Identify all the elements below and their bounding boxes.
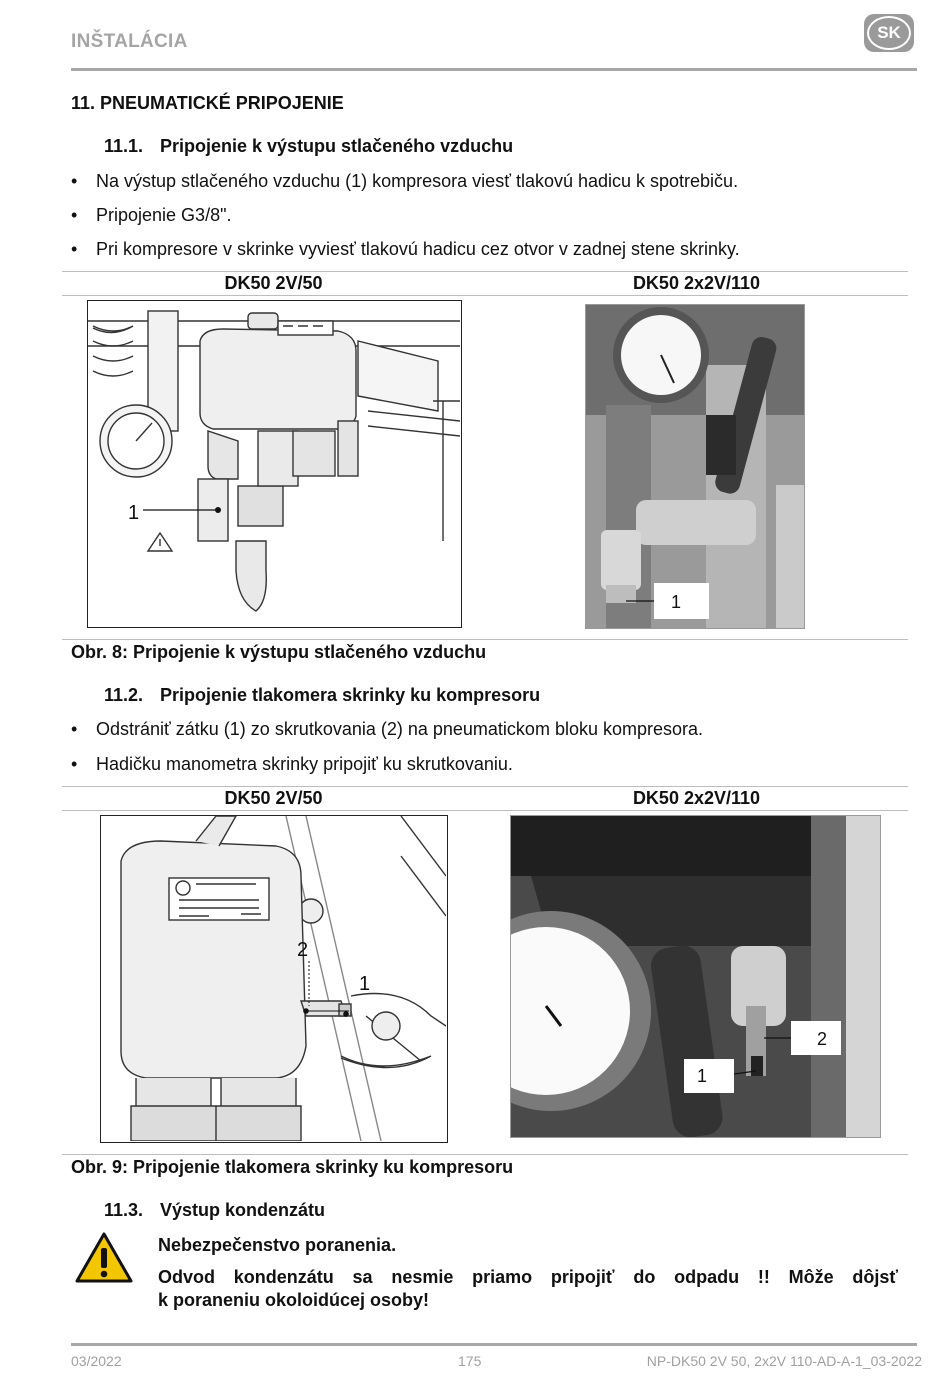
table-rule — [62, 786, 908, 787]
warning-line: k poraneniu okoloidúcej osoby! — [158, 1290, 430, 1310]
document-code: NP-DK50 2V 50, 2x2V 110-AD-A-1_03-2022 — [646, 1353, 922, 1369]
figure-label: 2 — [817, 1029, 828, 1049]
column-header-right: DK50 2x2V/110 — [632, 273, 761, 293]
bullet-text: Pri kompresore v skrinke vyviesť tlakovú hadicu cez otvor v zadnej stene skrinky. — [96, 239, 740, 259]
bullet-text: Odstrániť zátku (1) zo skrutkovania (2) na pneumatickom bloku kompresora. — [96, 719, 704, 739]
footer-date: 03/2022 — [71, 1353, 122, 1369]
figure-9-photo — [510, 815, 881, 1138]
figure-9-drawing — [100, 815, 448, 1143]
language-badge-label: SK — [867, 16, 911, 50]
table-rule — [62, 639, 908, 640]
bullet-item: • Pri kompresore v skrinke vyviesť tlakovú hadicu cez otvor v zadnej stene skrinky. — [71, 239, 740, 259]
figure-label: 2 — [297, 939, 309, 961]
bullet-item: • Pripojenie G3/8". — [71, 205, 232, 225]
subsection-title: Výstup kondenzátu — [160, 1200, 326, 1220]
figure-8-drawing — [87, 300, 462, 628]
subsection-number: 11.2. — [104, 685, 144, 705]
running-header: INŠTALÁCIA — [71, 31, 188, 52]
figure-label: 1 — [128, 502, 140, 524]
table-rule — [62, 1154, 908, 1155]
header-rule — [71, 68, 917, 71]
subsection-number: 11.1. — [104, 136, 144, 156]
language-badge — [864, 14, 914, 52]
table-rule — [62, 810, 908, 811]
bullet-text: Hadičku manometra skrinky pripojiť ku skrutkovaniu. — [96, 754, 513, 774]
page-number: 175 — [458, 1353, 482, 1369]
bullet-item: • Hadičku manometra skrinky pripojiť ku skrutkovaniu. — [71, 754, 513, 774]
subsection-heading-11-1 — [104, 136, 513, 157]
figure-8-photo — [585, 304, 805, 629]
warning-icon — [74, 1231, 134, 1290]
subsection-title: Pripojenie k výstupu stlačeného vzduchu — [160, 136, 514, 156]
table-rule — [62, 271, 908, 272]
bullet-text: Pripojenie G3/8". — [96, 205, 232, 225]
figure-label: 1 — [671, 592, 682, 612]
subsection-heading-11-2 — [104, 685, 540, 706]
column-header-left: DK50 2V/50 — [224, 788, 323, 808]
section-title: 11. PNEUMATICKÉ PRIPOJENIE — [71, 93, 344, 113]
warning-title: Nebezpečenstvo poranenia. — [158, 1235, 397, 1255]
gauge-connection-photo — [511, 816, 880, 1137]
figure-caption: Obr. 8: Pripojenie k výstupu stlačeného vzduchu — [71, 642, 487, 662]
column-header-right: DK50 2x2V/110 — [632, 788, 761, 808]
subsection-heading-11-3 — [104, 1200, 325, 1221]
figure-label: 1 — [697, 1066, 708, 1086]
subsection-title: Pripojenie tlakomera skrinky ku kompresoru — [160, 685, 541, 705]
warning-line: Odvod kondenzátu sa nesmie priamo pripojiť do odpadu !! Môže dôjsť — [158, 1267, 898, 1287]
compressor-outlet-photo — [586, 305, 804, 628]
figure-caption: Obr. 9: Pripojenie tlakomera skrinky ku kompresoru — [71, 1157, 514, 1177]
bullet-item: • Odstrániť zátku (1) zo skrutkovania (2) na pneumatickom bloku kompresora. — [71, 719, 704, 739]
bullet-text: Na výstup stlačeného vzduchu (1) kompresora viesť tlakovú hadicu k spotrebiču. — [96, 171, 739, 191]
column-header-left: DK50 2V/50 — [224, 273, 323, 293]
bullet-item: • Na výstup stlačeného vzduchu (1) kompresora viesť tlakovú hadicu k spotrebiču. — [71, 171, 739, 191]
compressor-outlet-drawing — [88, 301, 460, 626]
table-rule — [62, 295, 908, 296]
figure-label: 1 — [359, 973, 371, 995]
subsection-number: 11.3. — [104, 1200, 144, 1220]
gauge-connection-drawing — [101, 816, 446, 1141]
footer-rule — [71, 1343, 917, 1346]
